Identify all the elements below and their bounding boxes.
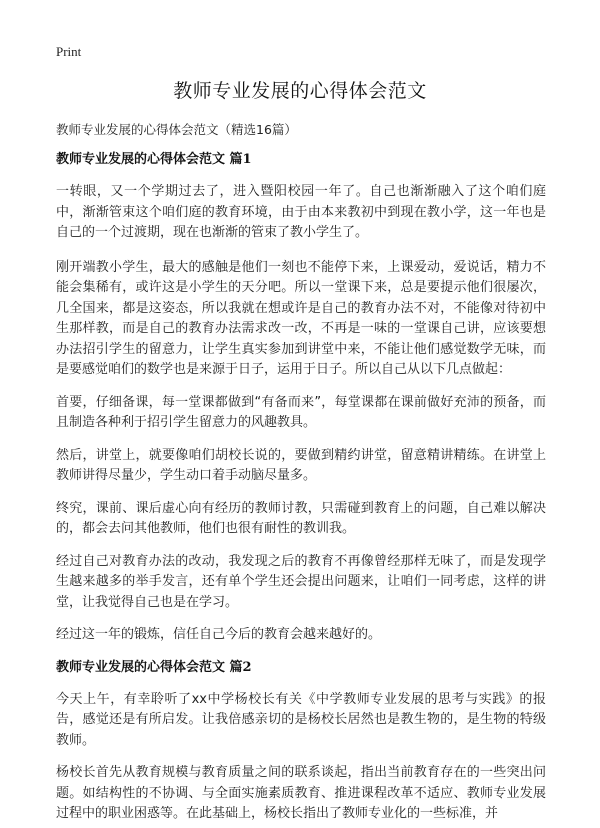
paragraph: 然后，讲堂上，就要像咱们胡校长说的，要做到精约讲堂，留意精讲精练。在讲堂上教师讲得尽量少，学生动口着手动脑尽量多。 [56, 447, 546, 483]
paragraph: 首要，仔细备课，每一堂课都做到“有备而来”，每堂课都在课前做好充沛的预备，而且制造各种利于招引学生留意力的风趣教具。 [56, 394, 546, 430]
paragraph: 刚开端教小学生，最大的感触是他们一刻也不能停下来，上课爱动，爱说话，精力不能会集稀有，或许这是小学生的天分吧。所以一堂课下来，总是要提示他们很屡次，几全国来，都是这姿态，所以我就在想或许是自己的教育办法不对，不能像对待初中生那样教，而是自己的教育办法需求改一改，不再是一味的一堂课自己讲，应该要想办法招引学生的留意力，让学生真实参加到讲堂中来，不能让他们感觉数学无味，而是要感觉咱们的数学也是来源于日子，运用于日子。所以自己从以下几点做起： [56, 259, 546, 377]
paragraph: 经过这一年的锻炼，信任自己今后的教育会越来越好的。 [56, 627, 382, 642]
section-heading: 教师专业发展的心得体会范文 篇1 [56, 152, 252, 167]
print-link[interactable]: Print [56, 44, 82, 59]
page-title: 教师专业发展的心得体会范文 [173, 80, 427, 102]
paragraph: 终究，课前、课后虚心向有经历的教师讨教，只需碰到教育上的问题，自己难以解决的，都会去问其他教师，他们也很有耐性的教训我。 [56, 500, 546, 536]
paragraph: 经过自己对教育办法的改动，我发现之后的教育不再像曾经那样无味了，而是发现学生越来越多的举手发言，还有单个学生还会提出问题来，让咱们一同考虑，这样的讲堂，让我觉得自己也是在学习。 [56, 553, 546, 610]
article-body [56, 150, 546, 828]
document-subtitle: 教师专业发展的心得体会范文（精选16篇） [56, 122, 297, 137]
paragraph: 杨校长首先从教育规模与教育质量之间的联系谈起，指出当前教育存在的一些突出问题。如结构性的不协调、与全面实施素质教育、推进课程改革不适应、教师专业发展过程中的职业困惑等。在此基础上，杨校长指出了教师专业化的一些标准，并 [56, 765, 546, 821]
article-section [56, 658, 546, 825]
paragraph: 一转眼，又一个学期过去了，进入暨阳校园一年了。自己也渐渐融入了这个咱们庭中，渐渐管束这个咱们庭的教育环境，由于由本来教初中到现在教小学，这一年也是自己的一个过渡期，现在也渐渐的管束了教小学生了。 [56, 184, 546, 240]
paragraph: 今天上午，有幸聆听了xx中学杨校长有关《中学教师专业发展的思考与实践》的报告，感觉还是有所启发。让我倍感亲切的是杨校长居然也是教生物的，是生物的特级教师。 [56, 691, 546, 748]
article-section [56, 150, 546, 646]
section-heading: 教师专业发展的心得体会范文 篇2 [56, 659, 252, 675]
